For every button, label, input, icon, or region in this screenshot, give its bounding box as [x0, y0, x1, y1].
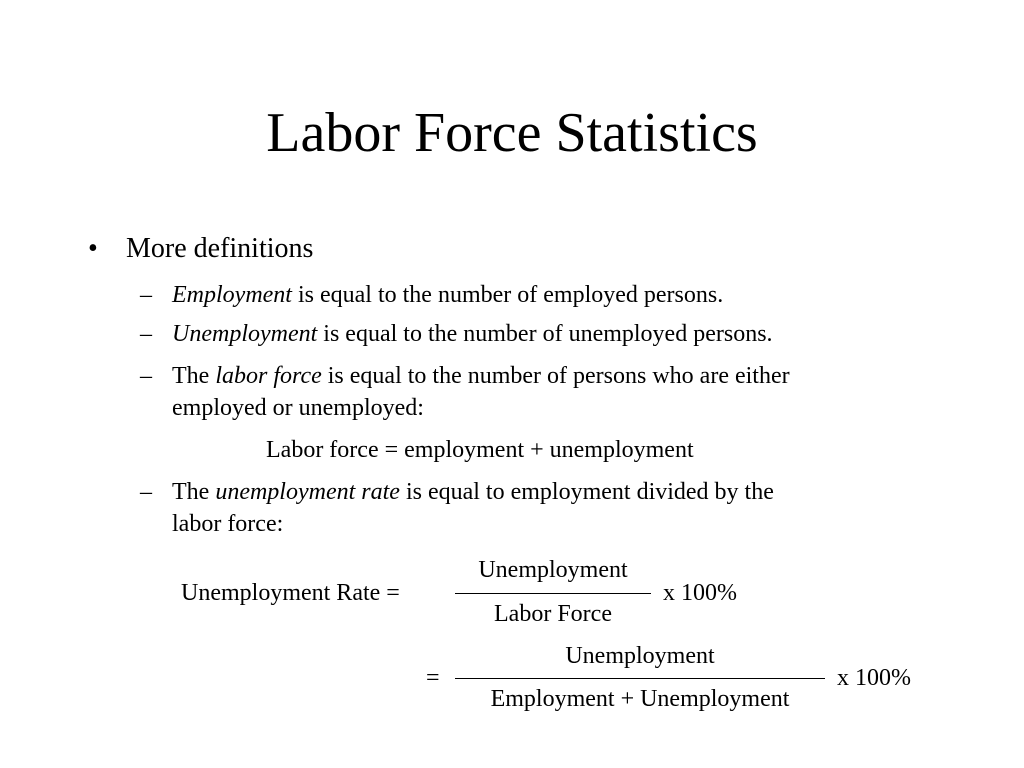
term-unemployment-rate: unemployment rate — [215, 479, 400, 505]
definition-text: is equal to the number of employed persons. — [291, 282, 724, 308]
slide-title: Labor Force Statistics — [266, 102, 758, 164]
definition-text: is equal to employment divided by the — [399, 479, 774, 505]
labor-force-formula: Labor force = employment + unemployment — [266, 437, 694, 463]
formula-lhs: Unemployment Rate = — [181, 580, 400, 606]
definition-text-line2: labor force: — [172, 511, 284, 537]
formula-denominator: Labor Force — [494, 601, 612, 627]
formula-multiplier: x 100% — [663, 580, 737, 606]
term-labor-force: labor force — [215, 363, 322, 389]
dash-symbol: – — [140, 282, 152, 308]
term-unemployment: Unemployment — [172, 321, 318, 347]
dash-symbol: – — [140, 479, 152, 505]
fraction-bar — [455, 593, 651, 594]
bullet-text: More definitions — [126, 233, 314, 264]
definition-text: is equal to the number of unemployed persons. — [317, 321, 773, 347]
formula-denominator: Employment + Unemployment — [490, 686, 790, 712]
fraction-bar — [455, 678, 825, 679]
bullet-more-definitions — [88, 229, 313, 269]
formula-lhs: = — [426, 665, 440, 691]
definition-text: is equal to the number of persons who are either — [321, 363, 790, 389]
dash-symbol: – — [140, 321, 152, 347]
formula-multiplier: x 100% — [837, 665, 911, 691]
definition-prefix: The — [172, 479, 216, 505]
term-employment: Employment — [172, 282, 292, 308]
definition-prefix: The — [172, 363, 216, 389]
formula-numerator: Unemployment — [478, 557, 628, 583]
formula-numerator: Unemployment — [565, 643, 715, 669]
dash-symbol: – — [140, 363, 152, 389]
bullet-symbol: • — [88, 233, 98, 264]
definition-text-line2: employed or unemployed: — [172, 395, 424, 421]
